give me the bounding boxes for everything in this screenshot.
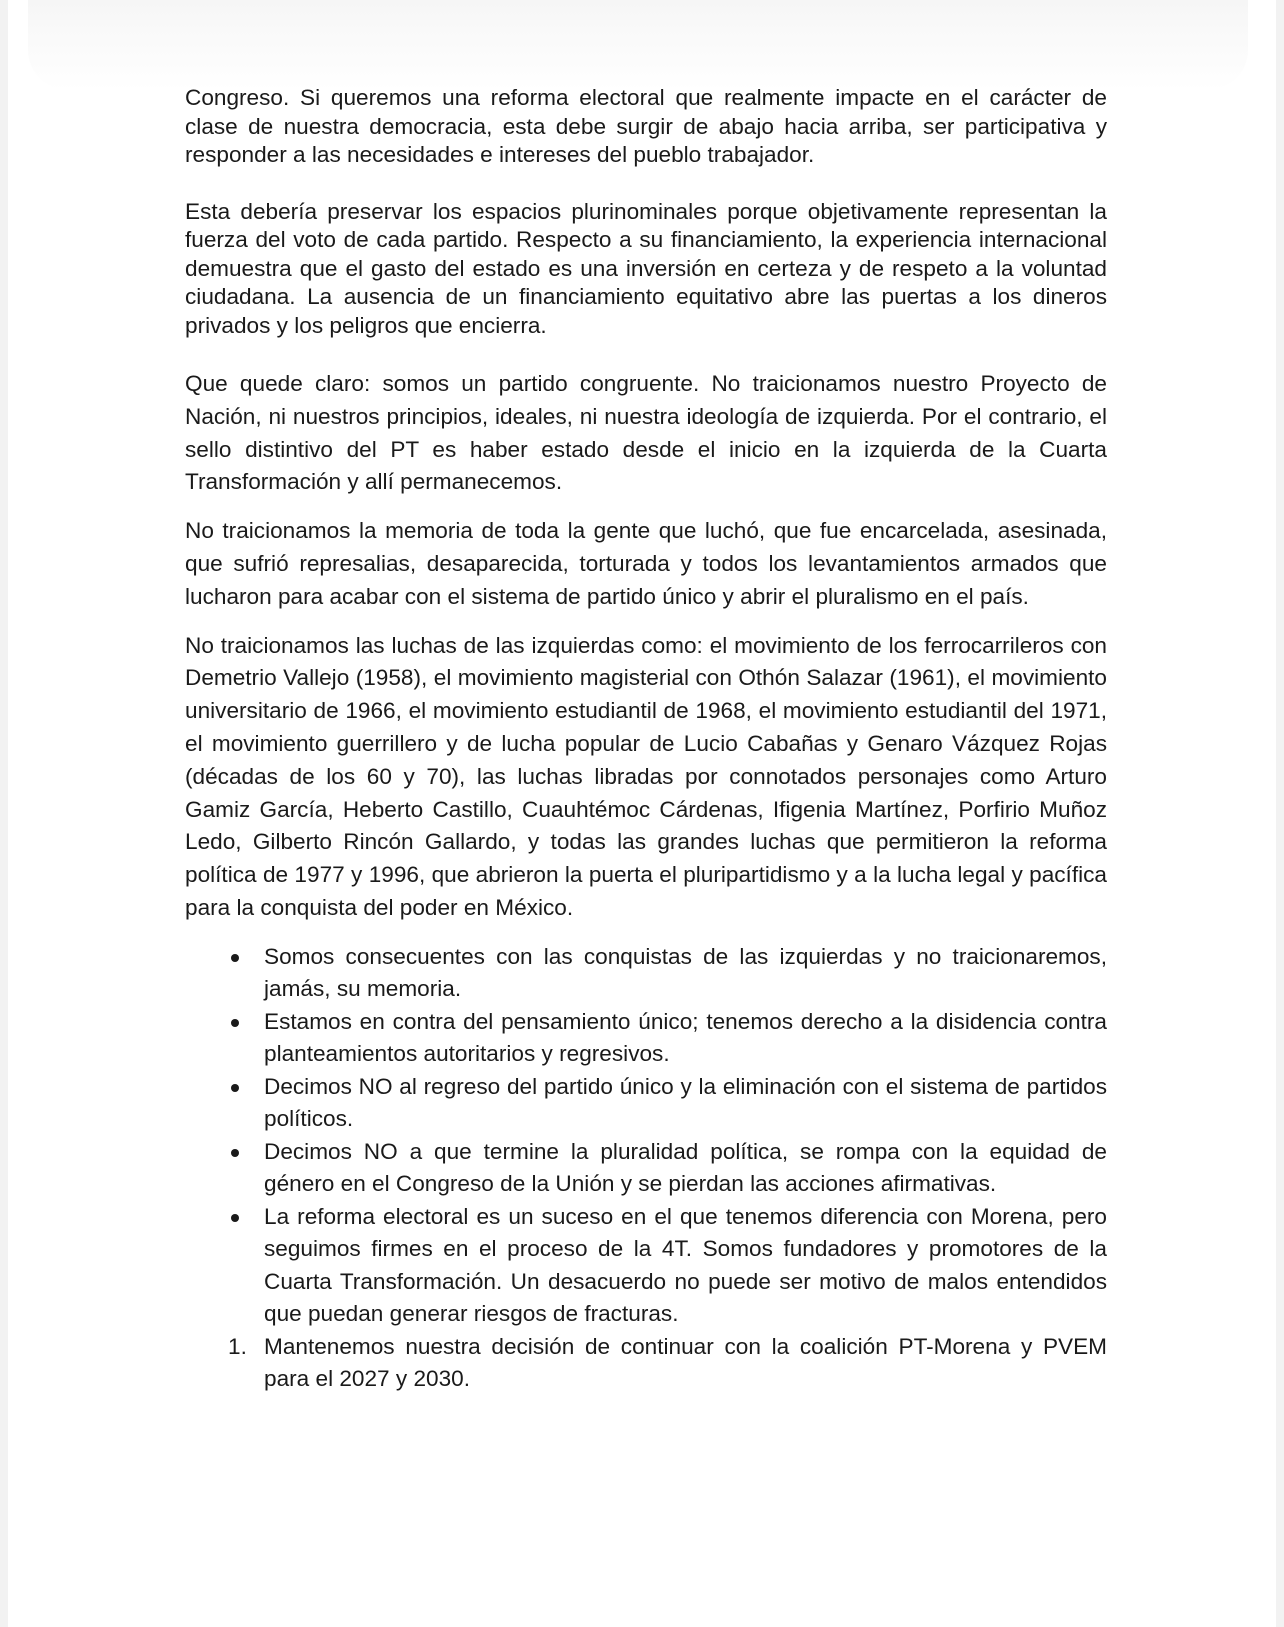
document-page xyxy=(8,0,1276,1627)
list-item xyxy=(185,941,1107,1006)
list-item xyxy=(185,1201,1107,1331)
paragraph-luchas-izquierdas: No traicionamos las luchas de las izquierdas como: el movimiento de los ferrocarrileros con Demetrio Vallejo (1958), el movimiento magisterial con Othón Salazar (1961), el movimiento universitario de 1966, el movimiento estudiantil de 1968, el movimiento estudiantil del 1971, el movimiento guerrillero y de lucha popular de Lucio Cabañas y Genaro Vázquez Rojas (décadas de los 60 y 70), las luchas libradas por connotados personajes como Arturo Gamiz García, Heberto Castillo, Cuauhtémoc Cárdenas, Ifigenia Martínez, Porfirio Muñoz Ledo, Gilberto Rincón Gallardo, y todas las grandes luchas que permitieron la reforma política de 1977 y 1996, que abrieron la puerta el pluripartidismo y a la lucha legal y pacífica para la conquista del poder en México. xyxy=(185,632,1107,920)
page-top-shadow xyxy=(28,0,1248,90)
list-item xyxy=(185,1136,1107,1201)
list-item-text: La reforma electoral es un suceso en el que tenemos diferencia con Morena, pero seguimos firmes en el proceso de la 4T. Somos fundadores y promotores de la Cuarta Transformación. Un desacuerdo no puede ser motivo de malos entendidos que puedan generar riesgos de fracturas. xyxy=(264,1203,1107,1327)
bullet-icon xyxy=(231,1149,239,1157)
bullet-icon xyxy=(231,954,239,962)
list-item-text: Somos consecuentes con las conquistas de las izquierdas y no traicionaremos, jamás, su memoria. xyxy=(264,943,1107,1002)
list-number: 1. xyxy=(228,1333,247,1359)
bullet-icon xyxy=(231,1019,239,1027)
list-item-text: Decimos NO a que termine la pluralidad política, se rompa con la equidad de género en el Congreso de la Unión y se pierdan las acciones afirmativas. xyxy=(264,1138,1107,1197)
paragraph-congreso: Congreso. Si queremos una reforma electoral que realmente impacte en el carácter de clase de nuestra democracia, esta debe surgir de abajo hacia arriba, ser participativa y responder a las necesidades e intereses del pueblo trabajador. xyxy=(185,85,1107,167)
numbered-item-text: Mantenemos nuestra decisión de continuar con la coalición PT-Morena y PVEM para el 2027 y 2030. xyxy=(264,1333,1107,1392)
bullet-icon xyxy=(231,1084,239,1092)
numbered-item xyxy=(185,1331,1107,1396)
document-body xyxy=(185,84,1107,1396)
paragraph-memoria: No traicionamos la memoria de toda la gente que luchó, que fue encarcelada, asesinada, que sufrió represalias, desaparecida, torturada y todos los levantamientos armados que lucharon para acabar con el sistema de partido único y abrir el pluralismo en el país. xyxy=(185,518,1107,609)
list-item-text: Estamos en contra del pensamiento único; tenemos derecho a la disidencia contra planteamientos autoritarios y regresivos. xyxy=(264,1008,1107,1067)
list-item xyxy=(185,1071,1107,1136)
paragraph-plurinominales: Esta debería preservar los espacios plurinominales porque objetivamente representan la fuerza del voto de cada partido. Respecto a su financiamiento, la experiencia internacional demuestra que el gasto del estado es una inversión en certeza y de respeto a la voluntad ciudadana. La ausencia de un financiamiento equitativo abre las puertas a los dineros privados y los peligros que encierra. xyxy=(185,198,1107,338)
bullet-list xyxy=(185,941,1107,1331)
numbered-list xyxy=(185,1331,1107,1396)
list-item-text: Decimos NO al regreso del partido único y la eliminación con el sistema de partidos políticos. xyxy=(264,1073,1107,1132)
paragraph-partido-congruente: Que quede claro: somos un partido congruente. No traicionamos nuestro Proyecto de Nación, ni nuestros principios, ideales, ni nuestra ideología de izquierda. Por el contrario, el sello distintivo del PT es haber estado desde el inicio en la izquierda de la Cuarta Transformación y allí permanecemos. xyxy=(185,371,1107,495)
bullet-icon xyxy=(231,1214,239,1222)
list-item xyxy=(185,1006,1107,1071)
